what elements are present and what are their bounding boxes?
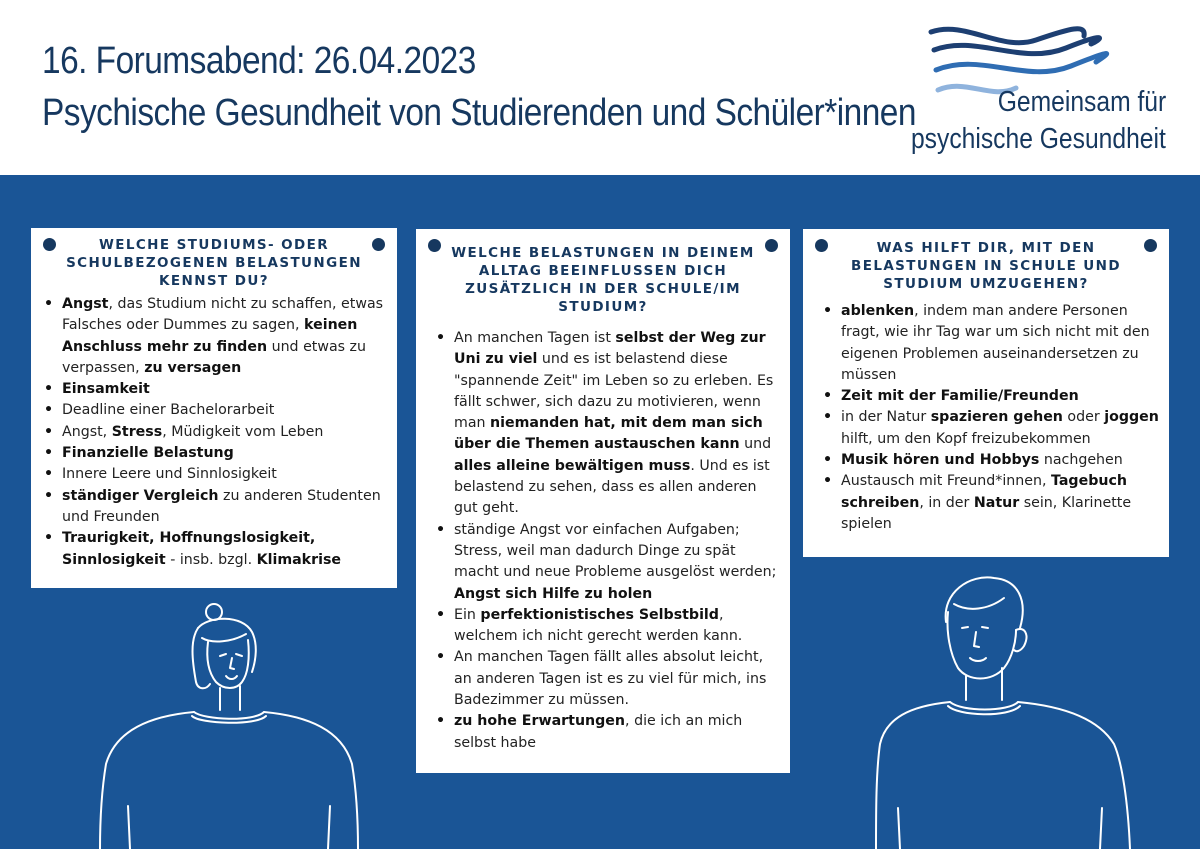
text: zu anderen Studenten und Freunden <box>62 487 381 525</box>
card-list <box>821 301 1161 535</box>
page-title-date: 16. Forumsabend: 26.04.2023 <box>42 40 476 82</box>
list-item <box>821 450 1161 471</box>
card-list <box>434 328 780 754</box>
list-item <box>42 443 387 464</box>
bold-text: selbst der Weg zur Uni zu viel <box>454 330 766 368</box>
bold-text: zu versagen <box>144 359 242 376</box>
list-item <box>42 379 387 400</box>
man-illustration-icon <box>858 572 1168 849</box>
list-item <box>821 301 1161 386</box>
header <box>0 0 1200 175</box>
bold-text: Traurigkeit, Hoffnungslosigkeit, Sinnlosigkeit <box>62 530 316 568</box>
bold-text: ständiger Vergleich <box>62 487 219 504</box>
bold-text: perfektionistisches Selbstbild <box>480 606 719 623</box>
page-title-topic: Psychische Gesundheit von Studierenden und Schüler*innen <box>42 92 916 134</box>
bold-text: Tagebuch schreiben <box>841 473 1127 511</box>
list-item <box>42 464 387 485</box>
pin-dot-icon <box>428 239 441 252</box>
logo-text-line1: Gemeinsam für <box>997 86 1166 118</box>
list-item <box>434 328 780 520</box>
bold-text: Natur <box>973 494 1020 511</box>
bold-text: alles alleine bewältigen muss <box>454 457 691 474</box>
card-coping <box>803 229 1169 557</box>
pin-dot-icon <box>1144 239 1157 252</box>
woman-illustration-icon <box>80 598 400 849</box>
card-list <box>42 294 387 571</box>
bold-text: spazieren gehen <box>930 409 1063 426</box>
list-item <box>821 471 1161 535</box>
bold-text: Angst <box>62 296 109 312</box>
list-item <box>42 294 387 379</box>
list-item <box>42 486 387 529</box>
list-item <box>821 407 1161 450</box>
text: - insb. bzgl. <box>165 551 257 568</box>
bold-text: Musik hören und Hobbys <box>841 452 1040 469</box>
text: , in der <box>919 494 974 511</box>
text: , die ich an mich selbst habe <box>454 713 743 751</box>
logo <box>911 22 1186 162</box>
list-item <box>821 386 1161 407</box>
text: . Und es ist belastend zu sehen, dass es allen anderen gut geht. <box>454 457 770 517</box>
text: , welchem ich nicht gerecht werden kann. <box>454 606 743 645</box>
text: ständige Angst vor einfachen Aufgaben; Stress, weil man dadurch Dinge zu spät macht und neue Probleme ausgelöst werden; <box>454 521 777 581</box>
list-item <box>434 711 780 754</box>
pin-dot-icon <box>43 238 56 251</box>
text: Deadline einer Bachelorarbeit <box>62 402 275 419</box>
card-title: WELCHE STUDIUMS- ODER SCHULBEZOGENEN BELASTUNGEN KENNST DU? <box>66 237 362 289</box>
text: nachgehen <box>1039 452 1123 469</box>
text: und <box>739 436 772 453</box>
bold-text: niemanden hat, mit dem man sich über die Themen austauschen kann <box>454 415 763 453</box>
bold-text: Klimakrise <box>256 551 342 568</box>
list-item <box>434 605 780 648</box>
text: Austausch mit Freund*innen, <box>841 473 1051 490</box>
text: Angst, <box>62 423 112 440</box>
bold-text: Einsamkeit <box>62 381 150 398</box>
pin-dot-icon <box>372 238 385 251</box>
list-item <box>434 520 780 605</box>
text: , Müdigkeit vom Leben <box>162 423 324 440</box>
logo-text-line2: psychische Gesundheit <box>911 123 1166 155</box>
card-title: WAS HILFT DIR, MIT DEN BELASTUNGEN IN SCHULE UND STUDIUM UMZUGEHEN? <box>851 240 1121 292</box>
text: in der Natur <box>841 409 931 426</box>
text: oder <box>1062 409 1105 426</box>
text: An manchen Tagen fällt alles absolut leicht, an anderen Tagen ist es zu viel für mich, ins Badezimmer zu müssen. <box>454 649 767 709</box>
bold-text: Zeit mit der Familie/Freunden <box>841 388 1079 405</box>
text: sein, Klarinette spielen <box>841 494 1132 532</box>
bold-text: Finanzielle Belastung <box>62 445 234 462</box>
text: und es ist belastend diese "spannende Zeit" im Leben so zu erleben. Es fällt schwer, sich dazu zu motivieren, wenn man <box>454 351 774 432</box>
bold-text: Angst sich Hilfe zu holen <box>454 585 653 602</box>
pin-dot-icon <box>815 239 828 252</box>
card-title: WELCHE BELASTUNGEN IN DEINEM ALLTAG BEEINFLUSSEN DICH ZUSÄTZLICH IN DER SCHULE/IM STUDIUM? <box>451 245 755 315</box>
list-item <box>42 400 387 421</box>
list-item <box>42 422 387 443</box>
bold-text: zu hohe Erwartungen <box>454 713 626 730</box>
list-item <box>42 528 387 571</box>
card-daily-stressors <box>416 229 790 773</box>
text: , das Studium nicht zu schaffen, etwas Falsches oder Dummes zu sagen, <box>62 296 384 334</box>
text: An manchen Tagen ist <box>454 330 616 346</box>
text: hilft, um den Kopf freizubekommen <box>841 430 1091 447</box>
pin-dot-icon <box>765 239 778 252</box>
card-study-stressors <box>31 228 397 588</box>
text: Ein <box>454 606 481 623</box>
bold-text: ablenken <box>841 303 915 319</box>
text: , indem man andere Personen fragt, wie ihr Tag war um sich nicht mit den eigenen Problemen auseinandersetzen zu müssen <box>841 303 1150 383</box>
list-item <box>434 647 780 711</box>
text: Innere Leere und Sinnlosigkeit <box>62 466 277 483</box>
bold-text: keinen Anschluss mehr zu finden <box>62 317 358 355</box>
bold-text: joggen <box>1104 409 1159 426</box>
bold-text: Stress <box>111 423 163 440</box>
text: und etwas zu verpassen, <box>62 338 367 376</box>
